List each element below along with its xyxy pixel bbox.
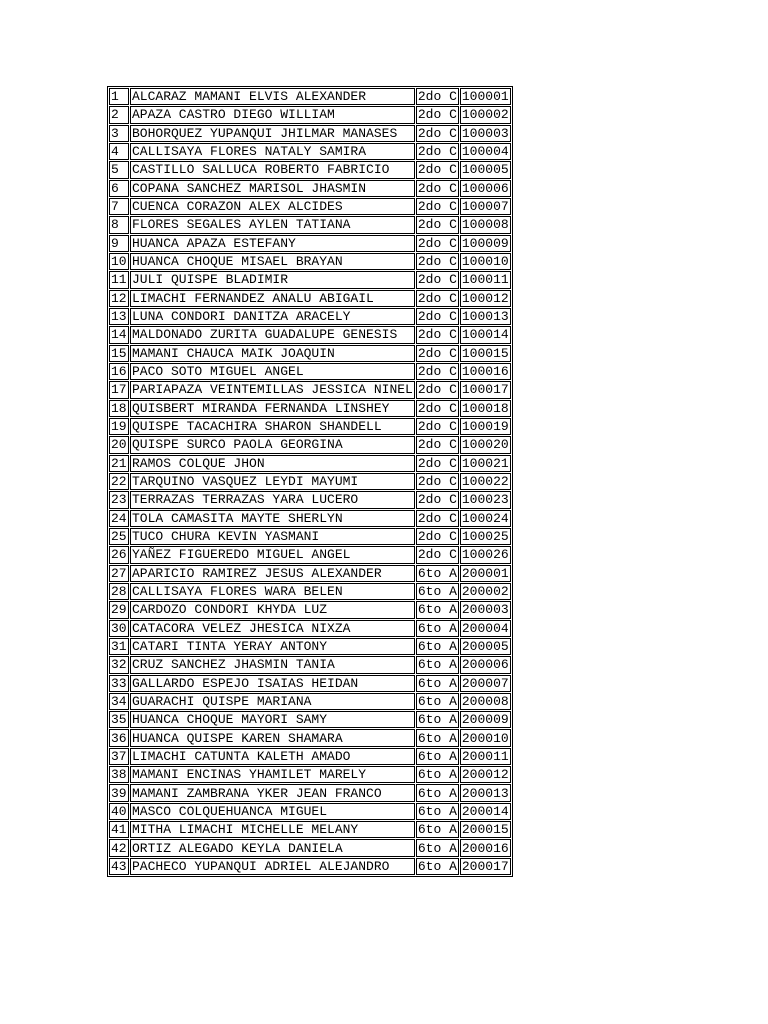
table-row — [109, 729, 511, 746]
student-name-cell: YAÑEZ FIGUEREDO MIGUEL ANGEL — [130, 546, 415, 563]
grade-section-cell: 2do C — [417, 529, 457, 545]
student-code-cell: 200015 — [460, 821, 511, 838]
row-number-cell: 16 — [109, 363, 129, 380]
grade-section-cell: 2do C — [417, 492, 457, 508]
grade-section-cell: 6to A — [417, 785, 457, 801]
table-row — [109, 88, 511, 105]
grade-section-cell: 2do C — [417, 254, 457, 270]
student-code-cell: 200001 — [460, 565, 511, 582]
student-name-cell: PARIAPAZA VEINTEMILLAS JESSICA NINEL — [132, 382, 413, 398]
grade-section-cell: 2do C — [417, 474, 457, 490]
table-row — [109, 528, 511, 545]
grade-section-cell: 6to A — [417, 748, 457, 764]
grade-section-cell: 2do C — [417, 437, 457, 453]
table-row — [109, 106, 511, 123]
row-number-cell: 26 — [109, 546, 129, 563]
student-code-cell: 100010 — [460, 253, 511, 270]
student-code-cell: 200003 — [460, 601, 511, 618]
grade-section-cell: 2do C — [417, 419, 457, 435]
grade-section-cell: 6to A — [417, 858, 457, 874]
row-number-cell: 3 — [109, 125, 129, 142]
student-code-cell: 100020 — [460, 436, 511, 453]
row-number-cell: 2 — [109, 106, 129, 123]
row-number-cell: 43 — [109, 858, 129, 875]
grade-section-cell: 6to A — [417, 657, 457, 673]
student-name-cell: HUANCA APAZA ESTEFANY — [130, 235, 415, 252]
table-row — [109, 436, 511, 453]
table-row — [109, 455, 511, 472]
table-row — [109, 693, 511, 710]
table-row — [109, 198, 511, 215]
grade-section-cell: 2do C — [417, 510, 457, 526]
grade-section-cell: 2do C — [417, 327, 457, 343]
student-code-cell: 100003 — [460, 125, 511, 142]
grade-section-cell: 2do C — [417, 290, 457, 306]
student-name-cell: CALLISAYA FLORES NATALY SAMIRA — [130, 143, 415, 160]
table-row — [109, 656, 511, 673]
student-code-cell: 100001 — [460, 88, 511, 105]
grade-section-cell: 6to A — [417, 584, 457, 600]
row-number-cell: 24 — [109, 510, 129, 527]
student-code-cell: 100006 — [460, 180, 511, 197]
student-name-cell: TARQUINO VASQUEZ LEYDI MAYUMI — [130, 473, 415, 490]
student-name-cell: BOHORQUEZ YUPANQUI JHILMAR MANASES — [130, 125, 415, 142]
row-number-cell: 42 — [109, 839, 129, 856]
row-number-cell: 14 — [109, 326, 129, 343]
table-row — [109, 491, 511, 508]
table-row — [109, 858, 511, 875]
student-code-cell: 200006 — [460, 656, 511, 673]
student-code-cell: 100026 — [460, 546, 511, 563]
grade-section-cell: 2do C — [417, 180, 457, 196]
student-code-cell: 100008 — [460, 216, 511, 233]
table-row — [109, 125, 511, 142]
student-code-cell: 200011 — [460, 748, 511, 765]
table-row — [109, 821, 511, 838]
grade-section-cell: 2do C — [417, 217, 457, 233]
row-number-cell: 36 — [109, 729, 129, 746]
table-row — [109, 766, 511, 783]
student-code-cell: 100004 — [460, 143, 511, 160]
grade-section-cell: 2do C — [417, 235, 457, 251]
grade-section-cell: 2do C — [417, 547, 457, 563]
student-code-cell: 100005 — [460, 161, 511, 178]
grade-section-cell: 2do C — [417, 89, 457, 105]
student-code-cell: 200009 — [460, 711, 511, 728]
table-row — [109, 748, 511, 765]
row-number-cell: 27 — [109, 565, 129, 582]
table-row — [109, 784, 511, 801]
student-name-cell: CALLISAYA FLORES WARA BELEN — [130, 583, 415, 600]
student-name-cell: MAMANI CHAUCA MAIK JOAQUIN — [130, 345, 415, 362]
row-number-cell: 40 — [109, 803, 129, 820]
row-number-cell: 30 — [109, 620, 129, 637]
grade-section-cell: 2do C — [417, 107, 457, 123]
student-code-cell: 100022 — [460, 473, 511, 490]
student-name-cell: APAZA CASTRO DIEGO WILLIAM — [130, 106, 415, 123]
table-row — [109, 143, 511, 160]
table-row — [109, 601, 511, 618]
student-name-cell: QUISPE TACACHIRA SHARON SHANDELL — [130, 418, 415, 435]
student-code-cell: 200016 — [460, 839, 511, 856]
table-row — [109, 803, 511, 820]
table-row — [109, 675, 511, 692]
student-name-cell: ALCARAZ MAMANI ELVIS ALEXANDER — [130, 88, 415, 105]
grade-section-cell: 6to A — [417, 803, 457, 819]
student-name-cell: PACHECO YUPANQUI ADRIEL ALEJANDRO — [130, 858, 415, 875]
student-name-cell: LUNA CONDORI DANITZA ARACELY — [130, 308, 415, 325]
row-number-cell: 28 — [109, 583, 129, 600]
grade-section-cell: 2do C — [417, 144, 457, 160]
student-name-cell: HUANCA CHOQUE MISAEL BRAYAN — [130, 253, 415, 270]
student-name-cell: CASTILLO SALLUCA ROBERTO FABRICIO — [130, 161, 415, 178]
row-number-cell: 29 — [109, 601, 129, 618]
table-row — [109, 473, 511, 490]
row-number-cell: 1 — [109, 88, 129, 105]
student-name-cell: TOLA CAMASITA MAYTE SHERLYN — [130, 510, 415, 527]
row-number-cell: 35 — [109, 711, 129, 728]
row-number-cell: 32 — [109, 656, 129, 673]
student-code-cell: 100025 — [460, 528, 511, 545]
table-row — [109, 711, 511, 728]
student-name-cell: CUENCA CORAZON ALEX ALCIDES — [130, 198, 415, 215]
student-name-cell: MAMANI ENCINAS YHAMILET MARELY — [130, 766, 415, 783]
table-row — [109, 363, 511, 380]
student-name-cell: CARDOZO CONDORI KHYDA LUZ — [130, 601, 415, 618]
table-row — [109, 235, 511, 252]
row-number-cell: 4 — [109, 143, 129, 160]
table-row — [109, 180, 511, 197]
table-row — [109, 271, 511, 288]
row-number-cell: 20 — [109, 436, 129, 453]
student-code-cell: 200008 — [460, 693, 511, 710]
student-name-cell: PACO SOTO MIGUEL ANGEL — [130, 363, 415, 380]
row-number-cell: 41 — [109, 821, 129, 838]
table-row — [109, 253, 511, 270]
table-row — [109, 620, 511, 637]
student-name-cell: LIMACHI FERNANDEZ ANALU ABIGAIL — [130, 290, 415, 307]
table-row — [109, 638, 511, 655]
grade-section-cell: 2do C — [417, 309, 457, 325]
student-code-cell: 100009 — [460, 235, 511, 252]
student-code-cell: 100017 — [460, 381, 511, 398]
table-row — [109, 400, 511, 417]
row-number-cell: 31 — [109, 638, 129, 655]
student-name-cell: MITHA LIMACHI MICHELLE MELANY — [130, 821, 415, 838]
grade-section-cell: 2do C — [417, 364, 457, 380]
table-row — [109, 839, 511, 856]
row-number-cell: 34 — [109, 693, 129, 710]
student-name-cell: MASCO COLQUEHUANCA MIGUEL — [130, 803, 415, 820]
grade-section-cell: 2do C — [417, 272, 457, 288]
student-name-cell: JULI QUISPE BLADIMIR — [130, 271, 415, 288]
row-number-cell: 7 — [109, 198, 129, 215]
row-number-cell: 10 — [109, 253, 129, 270]
table-row — [109, 326, 511, 343]
table-row — [109, 161, 511, 178]
row-number-cell: 12 — [109, 290, 129, 307]
student-code-cell: 100021 — [460, 455, 511, 472]
student-code-cell: 200012 — [460, 766, 511, 783]
grade-section-cell: 6to A — [417, 639, 457, 654]
student-roster-table — [107, 86, 513, 877]
row-number-cell: 38 — [109, 766, 129, 783]
table-row — [109, 546, 511, 563]
student-name-cell: TERRAZAS TERRAZAS YARA LUCERO — [130, 491, 415, 508]
student-name-cell: CATARI TINTA YERAY ANTONY — [130, 638, 415, 655]
student-name-cell: GUARACHI QUISPE MARIANA — [130, 693, 415, 710]
student-name-cell: COPANA SANCHEZ MARISOL JHASMIN — [130, 180, 415, 197]
grade-section-cell: 6to A — [417, 693, 457, 709]
student-name-cell: QUISPE SURCO PAOLA GEORGINA — [130, 436, 415, 453]
grade-section-cell: 6to A — [417, 712, 457, 728]
row-number-cell: 18 — [109, 400, 129, 417]
student-name-cell: RAMOS COLQUE JHON — [130, 455, 415, 472]
student-name-cell: HUANCA QUISPE KAREN SHAMARA — [130, 729, 415, 746]
row-number-cell: 9 — [109, 235, 129, 252]
student-code-cell: 100016 — [460, 363, 511, 380]
grade-section-cell: 6to A — [417, 840, 457, 856]
student-code-cell: 200010 — [460, 729, 511, 746]
row-number-cell: 8 — [109, 216, 129, 233]
grade-section-cell: 2do C — [417, 455, 457, 471]
student-code-cell: 100014 — [460, 326, 511, 343]
row-number-cell: 21 — [109, 455, 129, 472]
student-code-cell: 100013 — [460, 308, 511, 325]
student-name-cell: QUISBERT MIRANDA FERNANDA LINSHEY — [130, 400, 415, 417]
table-row — [109, 216, 511, 233]
student-code-cell: 100007 — [460, 198, 511, 215]
grade-section-cell: 6to A — [417, 675, 457, 691]
row-number-cell: 33 — [109, 675, 129, 692]
student-code-cell: 100023 — [460, 491, 511, 508]
student-code-cell: 100002 — [460, 106, 511, 123]
row-number-cell: 19 — [109, 418, 129, 435]
grade-section-cell: 2do C — [417, 400, 457, 416]
student-code-cell: 100019 — [460, 418, 511, 435]
table-row — [109, 345, 511, 362]
table-row — [109, 290, 511, 307]
grade-section-cell: 6to A — [417, 822, 457, 838]
student-name-cell: ORTIZ ALEGADO KEYLA DANIELA — [130, 839, 415, 856]
student-code-cell: 100011 — [460, 271, 511, 288]
student-code-cell: 200002 — [460, 583, 511, 600]
student-name-cell: FLORES SEGALES AYLEN TATIANA — [130, 216, 415, 233]
student-code-cell: 200004 — [460, 620, 511, 637]
student-name-cell: HUANCA CHOQUE MAYORI SAMY — [130, 711, 415, 728]
grade-section-cell: 2do C — [417, 125, 457, 141]
row-number-cell: 37 — [109, 748, 129, 765]
student-code-cell: 100012 — [460, 290, 511, 307]
student-roster-body — [109, 88, 511, 875]
student-code-cell: 200013 — [460, 784, 511, 801]
row-number-cell: 22 — [109, 473, 129, 490]
grade-section-cell: 6to A — [417, 620, 457, 636]
student-name-cell: APARICIO RAMIREZ JESUS ALEXANDER — [130, 565, 415, 582]
student-code-cell: 100015 — [460, 345, 511, 362]
student-name-cell: TUCO CHURA KEVIN YASMANI — [130, 528, 415, 545]
row-number-cell: 11 — [109, 271, 129, 288]
row-number-cell: 13 — [109, 308, 129, 325]
row-number-cell: 25 — [109, 528, 129, 545]
student-code-cell: 200014 — [460, 803, 511, 820]
student-code-cell: 100024 — [460, 510, 511, 527]
grade-section-cell: 2do C — [417, 199, 457, 215]
table-row — [109, 565, 511, 582]
student-name-cell: GALLARDO ESPEJO ISAIAS HEIDAN — [130, 675, 415, 692]
student-code-cell: 200017 — [460, 858, 511, 875]
row-number-cell: 23 — [109, 491, 129, 508]
grade-section-cell: 6to A — [417, 602, 457, 618]
grade-section-cell: 6to A — [417, 767, 457, 783]
student-name-cell: CRUZ SANCHEZ JHASMIN TANIA — [130, 656, 415, 673]
row-number-cell: 39 — [109, 784, 129, 801]
row-number-cell: 15 — [109, 345, 129, 362]
grade-section-cell: 6to A — [417, 730, 457, 746]
table-row — [109, 381, 511, 398]
student-code-cell: 200005 — [460, 638, 511, 655]
student-code-cell: 200007 — [460, 675, 511, 692]
grade-section-cell: 2do C — [417, 345, 457, 361]
table-row — [109, 308, 511, 325]
table-row — [109, 510, 511, 527]
student-name-cell: MAMANI ZAMBRANA YKER JEAN FRANCO — [130, 784, 415, 801]
grade-section-cell: 2do C — [417, 162, 457, 178]
grade-section-cell: 2do C — [417, 382, 457, 398]
row-number-cell: 5 — [109, 161, 129, 178]
student-name-cell: MALDONADO ZURITA GUADALUPE GENESIS — [130, 326, 415, 343]
table-row — [109, 583, 511, 600]
student-name-cell: LIMACHI CATUNTA KALETH AMADO — [130, 748, 415, 765]
row-number-cell: 6 — [109, 180, 129, 197]
table-row — [109, 418, 511, 435]
student-code-cell: 100018 — [460, 400, 511, 417]
student-name-cell: CATACORA VELEZ JHESICA NIXZA — [130, 620, 415, 637]
grade-section-cell: 6to A — [417, 565, 457, 581]
row-number-cell: 17 — [109, 381, 129, 398]
